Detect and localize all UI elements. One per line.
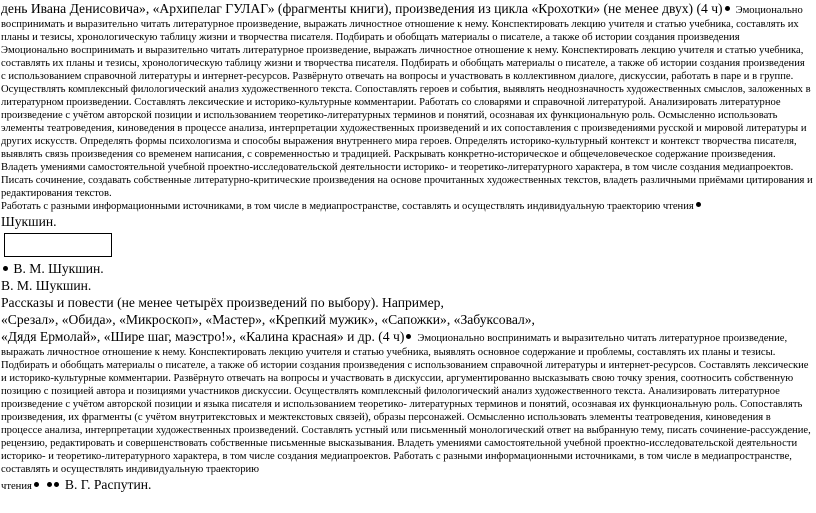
intro-word: Эмоционально [735, 5, 803, 16]
paragraph-1: воспринимать и выразительно читать литературное произведение, выражать личностное отношение к нему. Конспектировать лекцию учителя и статью учебника, составлять их планы и тезисы, хронологическую таблицу жизни и творчества писателя. Подбирать и обобщать материалы о писателе, а также об истории создания произведения [1, 19, 799, 43]
bullet-icon [3, 266, 8, 271]
paragraph-2: Эмоционально воспринимать и выразительно читать литературное произведение, выражать личностное отношение к нему. Конспектировать лекцию учителя и статью учебника, составлять их планы и тезисы, хронологическую таблицу жизни и творчества писателя. Подбирать и обобщать материалы о писателе, а также об истории создания произведения [1, 45, 805, 69]
last-word: чтения [1, 481, 32, 492]
stories-intro: Эмоционально воспринимать и выразительно читать литературное произведение, [417, 333, 788, 344]
next-author: В. Г. Распутин. [64, 477, 152, 492]
stories-line-3 [1, 328, 814, 346]
stories-line-1: Рассказы и повести (не менее четырёх произведений по выбору). Например, [1, 295, 444, 310]
stories-line-2: «Срезал», «Обида», «Микроскоп», «Мастер», «Крепкий мужик», «Сапожки», «Забуксовал», [1, 312, 535, 327]
paragraph-4: Осуществлять комплексный филологический анализ художественного текста. Сопоставлять героев и события, выявлять неоднозначность художественных смыслов, заложенных в литературном произведении. Составлять лексические и историко-культурные комментарии. Работать со словарями и справочной литературой. Анализировать литературное произведение с учётом авторской позиции и использованием теоретико-литературных терминов и понятий, осознавая их функциональную роль. Осмысленно использовать элементы театроведения, киноведения в процессе анализа, интерпретации художественных произведений и их сопоставления с произведениями русской и мировой литературы и других искусств. Определять формы психологизма и способы выражения внутреннего мира героев. Определять историко-культурный контекст и контекст творчества писателя, выявлять связь произведения со временем написания, с современностью и традицией. Раскрывать конкретно-историческое и общечеловеческое содержание произведения. Владеть умениями самостоятельной учебной проектно-исследовательской деятельности историко- и теоретико-литературного характера, в том числе создания медиапроектов. Писать сочинение, создавать собственные литературно-критические произведения на основе прочитанных художественных текстов, владеть различными приёмами цитирования и редактирования текстов. [1, 84, 813, 199]
empty-text-box [4, 233, 112, 257]
paragraph-3: с использованием справочной литературы и интернет-ресурсов. Развёрнуто отвечать на вопросы и участвовать в коллективном диалоге, дискуссии, работать в паре и в группе. [1, 71, 794, 82]
bullet-icon [34, 482, 39, 487]
bullet-icon [696, 202, 701, 207]
last-line [1, 476, 814, 494]
bullet-icon [54, 482, 59, 487]
paragraph-6: выражать личностное отношение к нему. Конспектировать лекцию учителя и статью учебника, выявлять основное содержание и проблемы, составлять их планы и тезисы. Подбирать и обобщать материалы о писателе, а также об истории создания произведения с использованием справочной литературы и интернет-ресурсов. Составлять лексические и историко-культурные комментарии. Развёрнуто отвечать на вопросы и участвовать в дискуссии, аргументированно высказывать свою точку зрения, соотносить собственную позицию с позицией автора и позициями участников дискуссии. Осуществлять комплексный филологический анализ художественного текста. Анализировать литературное произведение с учётом авторской позиции и языка писателя и использованием теоретико- литературных терминов и понятий, осознавая их функциональную роль. Сопоставлять произведения, их фрагменты (с учётом внутритекстовых и межтекстовых связей), образы персонажей. Осмысленно использовать элементы театроведения, киноведения в процессе анализа, интерпретации художественных произведений. Составлять устный или письменный монологический ответ на выбранную тему, писать сочинение-рассуждение, рецензию, редактировать и совершенствовать собственные письменные высказывания. Владеть умениями самостоятельной учебной проектно-исследовательской деятельности историко- и теоретико-литературного характера, в том числе создания медиапроектов. Работать с разными информационными источниками, в том числе в медиапространстве, составлять и осуществлять индивидуальную траекторию [1, 347, 811, 475]
author-name-line: В. М. Шукшин. [1, 278, 92, 293]
stories-titles: «Дядя Ермолай», «Шире шаг, маэстро!», «Калина красная» и др. (4 ч) [1, 329, 405, 344]
author-heading: Шукшин. [1, 214, 57, 229]
paragraph-5-text: Работать с разными информационными источниками, в том числе в медиапространстве, составлять и осуществлять индивидуальную траекторию чтения [1, 201, 694, 212]
bullet-icon [725, 6, 730, 11]
author-name: В. М. Шукшин. [13, 261, 104, 276]
paragraph-5 [1, 200, 814, 213]
first-line [1, 0, 814, 18]
author-bullet-line [1, 260, 814, 277]
bullet-icon [47, 482, 52, 487]
bullet-icon [406, 334, 411, 339]
work-title-text: день Ивана Денисовича», «Архипелаг ГУЛАГ» (фрагменты книги), произведения из цикла «Крохотки» (не менее двух) (4 ч) [1, 1, 723, 16]
